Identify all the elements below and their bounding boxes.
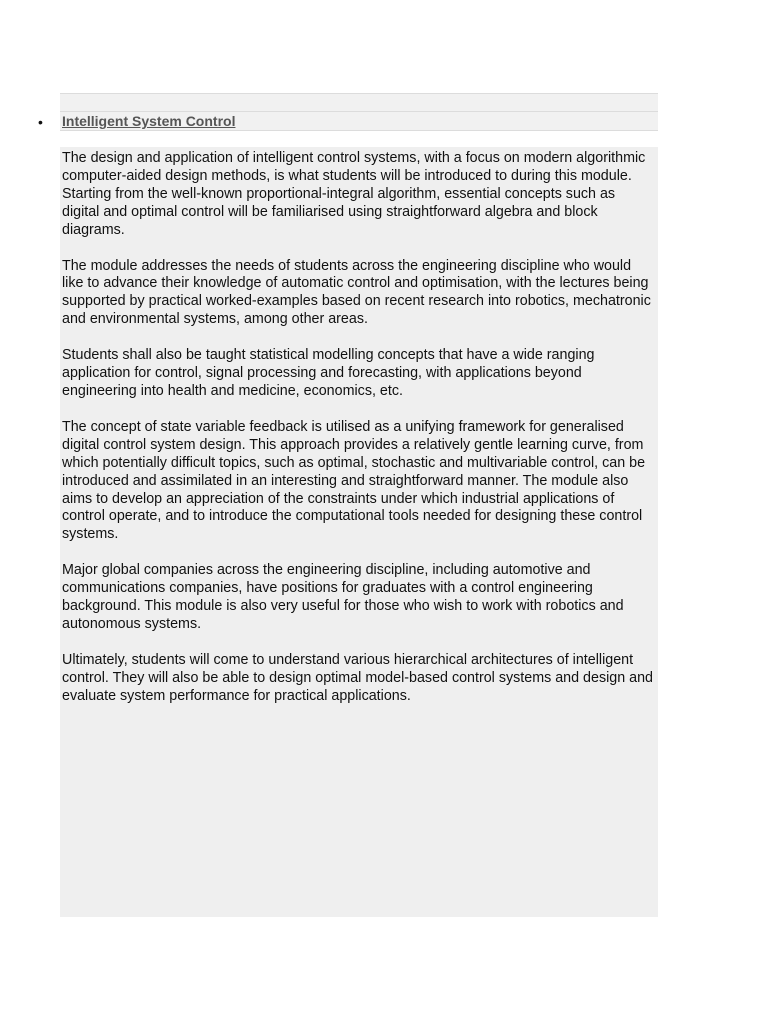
list-bullet: • — [38, 114, 43, 130]
paragraph-careers: Major global companies across the engineering discipline, including automotive and communications companies, have positions for graduates with a control engineering background. This module is also very useful for those who wish to work with robotics and autonomous systems. — [62, 562, 624, 632]
section-title: Intelligent System Control — [62, 113, 236, 129]
module-description — [60, 147, 658, 917]
paragraph-outcomes: Ultimately, students will come to understand various hierarchical architectures of intelligent control. They will also be able to design optimal model-based control systems and design and evaluate system performance for practical applications. — [62, 651, 654, 704]
paragraph-statistics: Students shall also be taught statistical modelling concepts that have a wide ranging application for control, signal processing and forecasting, with applications beyond engineering into health and medicine, economics, etc. — [62, 347, 595, 399]
paragraph-state-feedback: The concept of state variable feedback is utilised as a unifying framework for generalised digital control system design. This approach provides a relatively gentle learning curve, from which potentially difficult topics, such as optimal, stochastic and multivariable control, can be introduced and assimilated in an interesting and straightforward manner. The module also aims to develop an appreciation of the constraints under which industrial applications of control operate, and to introduce the computational tools needed for designing these control systems. — [62, 418, 646, 543]
paragraph-audience: The module addresses the needs of students across the engineering discipline who would like to advance their knowledge of automatic control and optimisation, with the lectures being supported by practical worked-examples based on recent research into robotics, mechatronic and environmental systems, among other areas. — [62, 257, 651, 328]
paragraph-intro: The design and application of intelligent control systems, with a focus on modern algorithmic computer-aided design methods, is what students will be introduced to during this module. Starting from the well-known proportional-integral algorithm, essential concepts such as digital and optimal control will be familiarised using straightforward algebra and block diagrams. — [62, 150, 646, 238]
